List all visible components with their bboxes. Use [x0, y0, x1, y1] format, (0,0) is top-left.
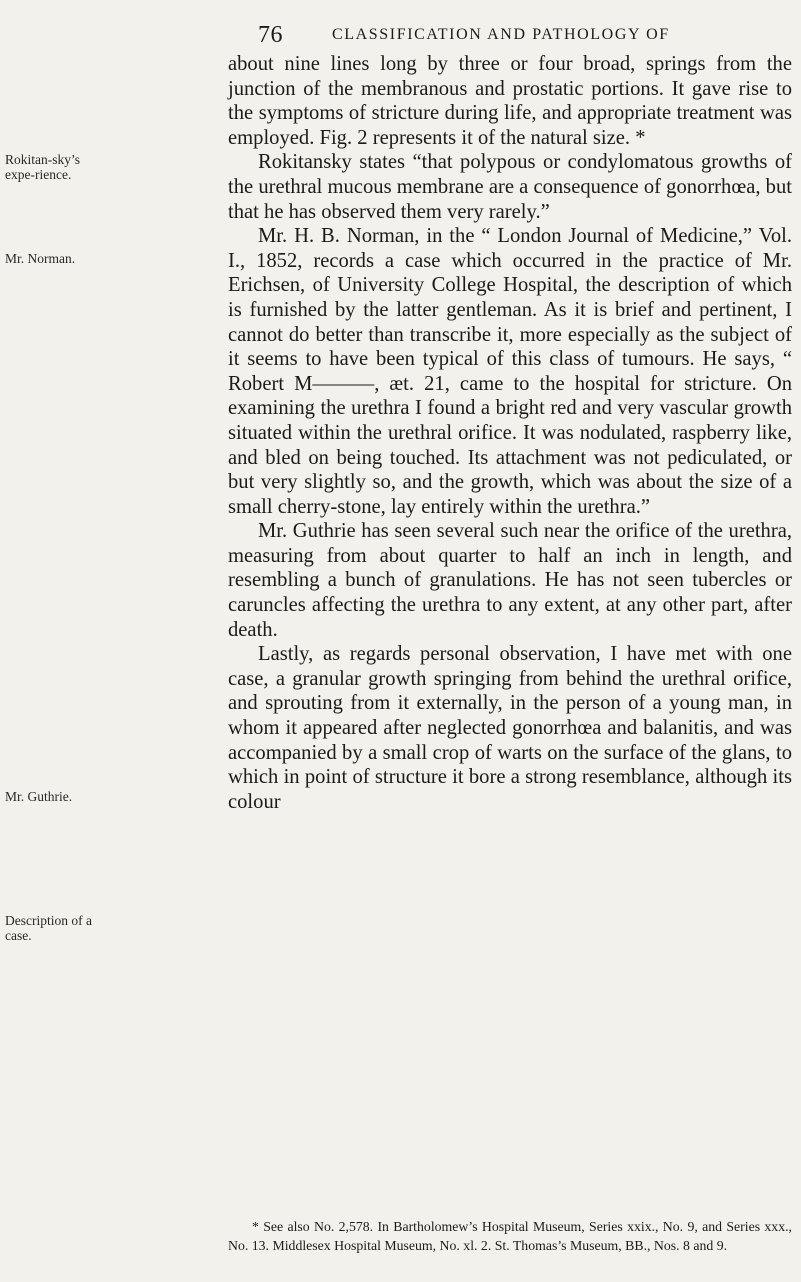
main-text: [228, 52, 792, 814]
sidenote-norman: Mr. Norman.: [5, 251, 76, 266]
paragraph-guthrie: Mr. Guthrie has seen several such near the orifice of the urethra, measuring from about quarter to half an inch in length, and resembling a bunch of granulations. He has not seen tubercles or caruncles affecting the urethra to any extent, at any other part, after death.: [228, 520, 792, 641]
footnote: * See also No. 2,578. In Bartholomew’s Hospital Museum, Series xxix., No. 9, and Series xxx., No. 13. Middlesex Hospital Museum, No. xl. 2. St. Thomas’s Museum, BB., Nos. 8 and 9.: [228, 1219, 792, 1253]
sidenote-rokitansky: Rokitan-sky’s expe-rience.: [5, 152, 81, 182]
page-header: [0, 10, 801, 50]
paragraph-continued: about nine lines long by three or four broad, springs from the junction of the membranous and prostatic portions. It gave rise to the symptoms of stricture during life, and appropriate treatment was employed. Fig. 2 represents it of the natural size. *: [228, 53, 792, 149]
paragraph-personal-observation: Lastly, as regards personal observation, I have met with one case, a granular growth springing from behind the urethral orifice, and sprouting from it externally, in the person of a young man, in whom it appeared after neglected gonorrhœa and balanitis, and was accompanied by a small crop of warts on the surface of the glans, to which in point of structure it bore a strong resemblance, although its colour: [228, 643, 792, 813]
sidenote-guthrie: Mr. Guthrie.: [5, 789, 73, 804]
paragraph-rokitansky: Rokitansky states “that polypous or condylomatous growths of the urethral mucous membrane are a consequence of gonorrhœa, but that he has observed them very rarely.”: [228, 151, 792, 223]
running-title: CLASSIFICATION AND PATHOLOGY OF: [332, 26, 670, 43]
sidenote-description-of-case: Description of a case.: [5, 913, 92, 943]
page-number: 76: [258, 22, 283, 48]
paragraph-norman: Mr. H. B. Norman, in the “ London Journal of Medicine,” Vol. I., 1852, records a case which occurred in the practice of Mr. Erichsen, of University College Hospital, the description of which is furnished by the latter gentleman. As it is brief and pertinent, I cannot do better than transcribe it, more especially as the subject of it seems to have been typical of this class of tumours. He says, “ Robert M———, æt. 21, came to the hospital for stricture. On examining the urethra I found a bright red and very vascular growth situated within the urethral orifice. It was nodulated, raspberry like, and bled on being touched. Its attachment was not pediculated, or but very slightly so, and the growth, which was about the size of a small cherry-stone, lay entirely within the urethra.”: [228, 225, 792, 518]
